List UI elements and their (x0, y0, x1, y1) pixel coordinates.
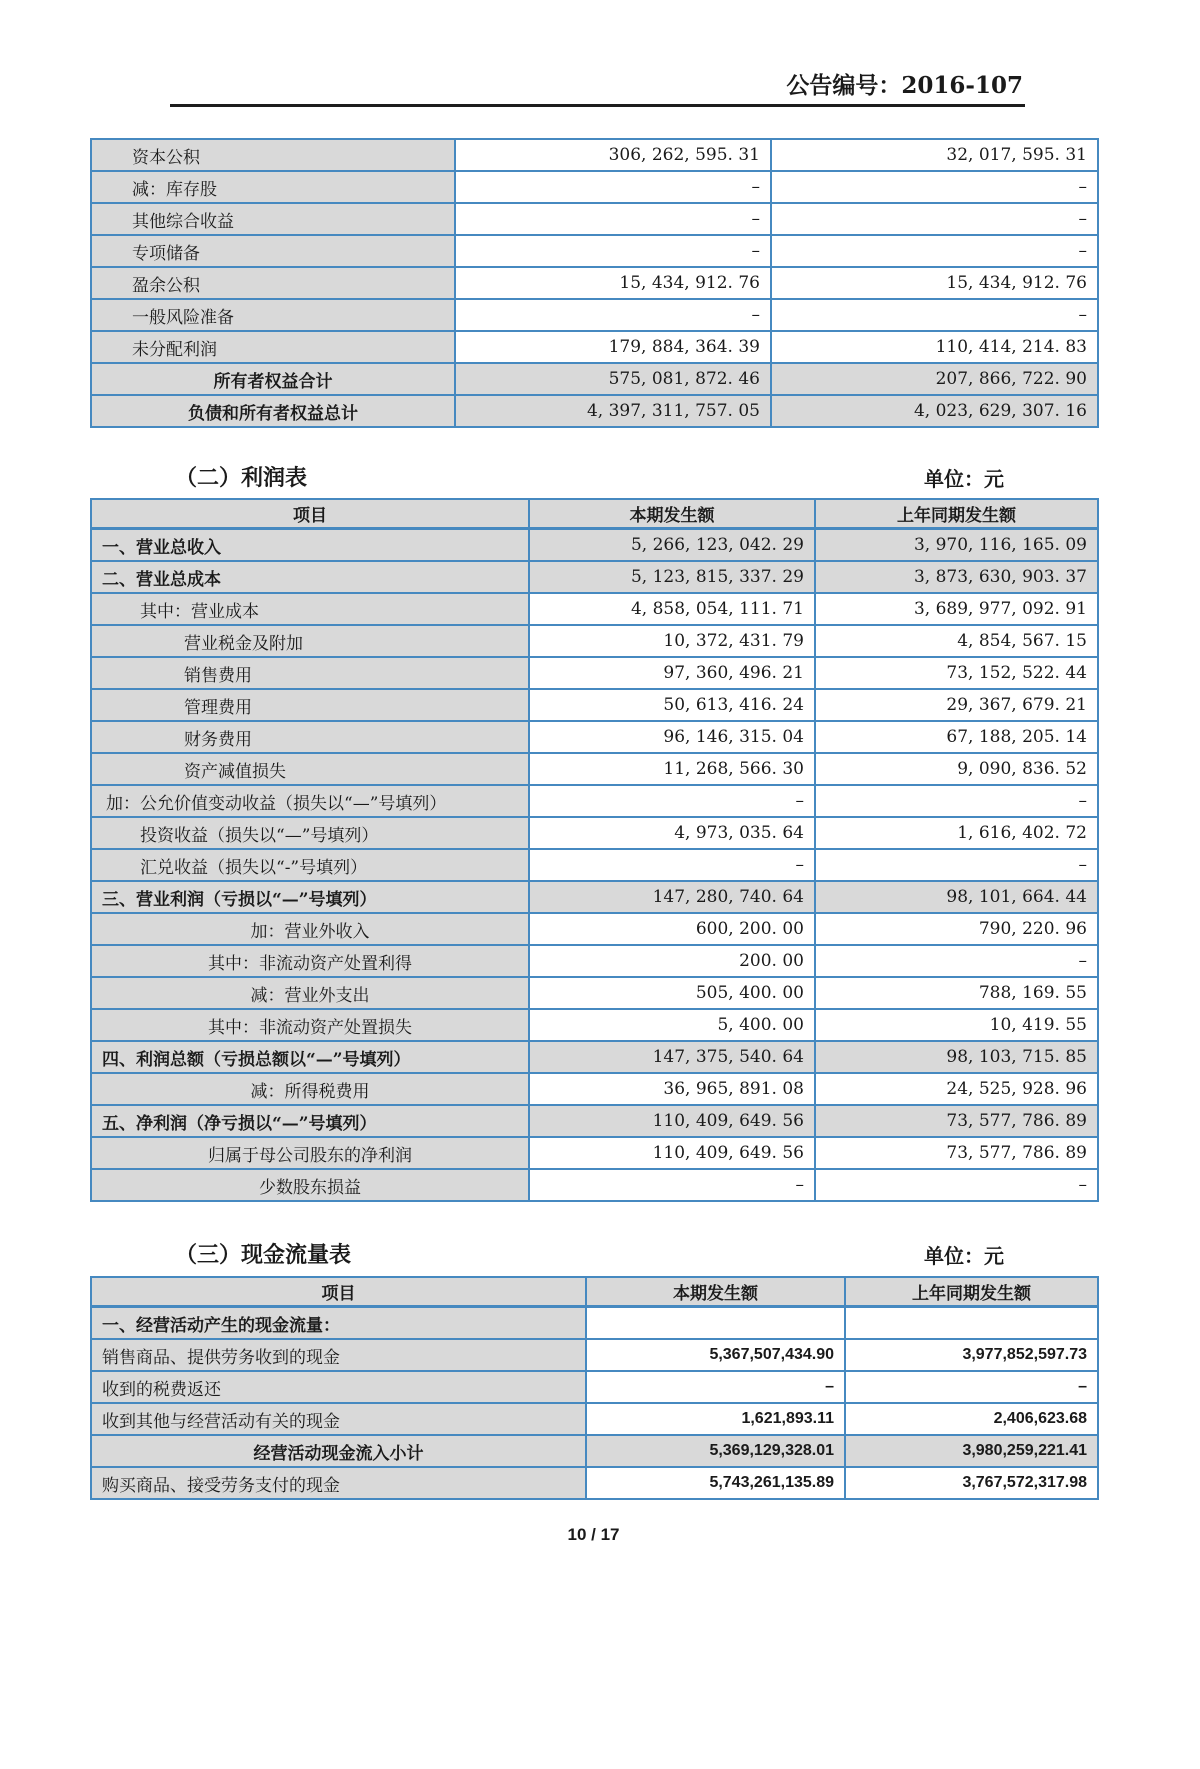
value-prior: – (815, 1169, 1098, 1201)
value-current: 179, 884, 364. 39 (455, 331, 771, 363)
value-current: 50, 613, 416. 24 (529, 689, 815, 721)
row-label: 少数股东损益 (91, 1169, 529, 1201)
row-label: 盈余公积 (91, 267, 455, 299)
table-row (91, 849, 1098, 881)
value-current: 147, 375, 540. 64 (529, 1041, 815, 1073)
value-current: 5, 400. 00 (529, 1009, 815, 1041)
cashflow-header-body (91, 1277, 1098, 1307)
value-prior: 73, 152, 522. 44 (815, 657, 1098, 689)
table-row (91, 1371, 1098, 1403)
value-prior: 29, 367, 679. 21 (815, 689, 1098, 721)
table-row (91, 363, 1098, 395)
row-label: 其中：非流动资产处置损失 (91, 1009, 529, 1041)
value-current: 36, 965, 891. 08 (529, 1073, 815, 1105)
table-row (91, 529, 1098, 562)
value-prior: 4, 854, 567. 15 (815, 625, 1098, 657)
table-row (91, 721, 1098, 753)
table-row (91, 267, 1098, 299)
table-row (91, 235, 1098, 267)
table-row (91, 1105, 1098, 1137)
value-prior: – (771, 203, 1098, 235)
value-prior: 1, 616, 402. 72 (815, 817, 1098, 849)
value-prior: 788, 169. 55 (815, 977, 1098, 1009)
row-label: 资产减值损失 (91, 753, 529, 785)
value-prior: 207, 866, 722. 90 (771, 363, 1098, 395)
row-label: 资本公积 (91, 139, 455, 171)
value-prior: – (815, 945, 1098, 977)
cashflow-header-row (91, 1277, 1098, 1307)
value-current: – (455, 171, 771, 203)
table-row (91, 331, 1098, 363)
value-current: 5,369,129,328.01 (586, 1435, 845, 1467)
table-row (91, 689, 1098, 721)
row-label: 财务费用 (91, 721, 529, 753)
page-number: 10 / 17 (567, 1525, 620, 1544)
row-label: 其中：非流动资产处置利得 (91, 945, 529, 977)
value-prior: 2,406,623.68 (845, 1403, 1098, 1435)
income-header-item: 项目 (91, 499, 529, 529)
page-content (90, 72, 1097, 1545)
row-label: 收到其他与经营活动有关的现金 (91, 1403, 586, 1435)
row-label: 加：公允价值变动收益（损失以“—”号填列） (91, 785, 529, 817)
row-label: 收到的税费返还 (91, 1371, 586, 1403)
row-label: 汇兑收益（损失以“-”号填列） (91, 849, 529, 881)
row-label: 三、营业利润（亏损以“—”号填列） (91, 881, 529, 913)
value-prior: 67, 188, 205. 14 (815, 721, 1098, 753)
value-prior: 3, 970, 116, 165. 09 (815, 529, 1098, 562)
value-current: 575, 081, 872. 46 (455, 363, 771, 395)
table-row (91, 817, 1098, 849)
table-row (91, 1073, 1098, 1105)
table-row (91, 139, 1098, 171)
row-label: 营业税金及附加 (91, 625, 529, 657)
row-label: 购买商品、接受劳务支付的现金 (91, 1467, 586, 1499)
value-current: – (455, 235, 771, 267)
row-label: 投资收益（损失以“—”号填列） (91, 817, 529, 849)
value-prior: 3, 873, 630, 903. 37 (815, 561, 1098, 593)
value-current: 4, 858, 054, 111. 71 (529, 593, 815, 625)
income-statement-body (91, 499, 1098, 529)
table-row (91, 977, 1098, 1009)
value-current: – (586, 1371, 845, 1403)
table-row (91, 1467, 1098, 1499)
value-prior: 3, 689, 977, 092. 91 (815, 593, 1098, 625)
value-current: 15, 434, 912. 76 (455, 267, 771, 299)
value-prior: 24, 525, 928. 96 (815, 1073, 1098, 1105)
value-prior: – (771, 299, 1098, 331)
value-prior: 32, 017, 595. 31 (771, 139, 1098, 171)
table-row (91, 945, 1098, 977)
value-prior: – (845, 1371, 1098, 1403)
value-current (586, 1307, 845, 1340)
value-prior (845, 1307, 1098, 1340)
value-current: 5, 266, 123, 042. 29 (529, 529, 815, 562)
row-label: 一般风险准备 (91, 299, 455, 331)
announcement-number: 公告编号：2016-107 (786, 72, 1023, 99)
value-prior: 15, 434, 912. 76 (771, 267, 1098, 299)
row-label: 未分配利润 (91, 331, 455, 363)
value-prior: 3,767,572,317.98 (845, 1467, 1098, 1499)
row-label: 一、经营活动产生的现金流量： (91, 1307, 586, 1340)
row-label: 减：所得税费用 (91, 1073, 529, 1105)
value-current: 10, 372, 431. 79 (529, 625, 815, 657)
value-current: 110, 409, 649. 56 (529, 1137, 815, 1169)
table-row (91, 657, 1098, 689)
value-prior: – (815, 849, 1098, 881)
cashflow-section-title: （三）现金流量表 (175, 1242, 352, 1268)
value-current: 96, 146, 315. 04 (529, 721, 815, 753)
value-current: – (455, 299, 771, 331)
value-current: 4, 397, 311, 757. 05 (455, 395, 771, 427)
value-current: – (529, 785, 815, 817)
income-rows-body (91, 529, 1098, 1202)
row-label: 专项储备 (91, 235, 455, 267)
cashflow-unit-label: 单位：元 (924, 1244, 1004, 1268)
table-row (91, 1307, 1098, 1340)
row-label: 负债和所有者权益总计 (91, 395, 455, 427)
value-prior: 110, 414, 214. 83 (771, 331, 1098, 363)
cashflow-title-row (90, 1238, 1097, 1269)
income-header-row (91, 499, 1098, 529)
cashflow-rows-body (91, 1307, 1098, 1500)
row-label: 五、净利润（净亏损以“—”号填列） (91, 1105, 529, 1137)
table-row (91, 625, 1098, 657)
table-row (91, 1137, 1098, 1169)
income-title-row (90, 461, 1097, 492)
value-current: 5,367,507,434.90 (586, 1339, 845, 1371)
table-row (91, 753, 1098, 785)
row-label: 销售费用 (91, 657, 529, 689)
value-prior: 98, 101, 664. 44 (815, 881, 1098, 913)
row-label: 四、利润总额（亏损总额以“—”号填列） (91, 1041, 529, 1073)
row-label: 其中：营业成本 (91, 593, 529, 625)
balance-sheet-tail-table (90, 138, 1099, 428)
value-prior: 73, 577, 786. 89 (815, 1137, 1098, 1169)
income-statement-table (90, 498, 1099, 1202)
value-prior: 98, 103, 715. 85 (815, 1041, 1098, 1073)
income-header-prior: 上年同期发生额 (815, 499, 1098, 529)
row-label: 一、营业总收入 (91, 529, 529, 562)
table-row (91, 881, 1098, 913)
row-label: 所有者权益合计 (91, 363, 455, 395)
value-prior: – (815, 785, 1098, 817)
value-current: 1,621,893.11 (586, 1403, 845, 1435)
value-current: 200. 00 (529, 945, 815, 977)
table-row (91, 593, 1098, 625)
value-current: – (455, 203, 771, 235)
balance-sheet-tail-body (91, 139, 1098, 427)
table-row (91, 1009, 1098, 1041)
value-prior: 790, 220. 96 (815, 913, 1098, 945)
value-current: 4, 973, 035. 64 (529, 817, 815, 849)
row-label: 加：营业外收入 (91, 913, 529, 945)
income-section-title: （二）利润表 (175, 465, 308, 491)
header-rule (170, 104, 1025, 107)
cashflow-header-item: 项目 (91, 1277, 586, 1307)
row-label: 归属于母公司股东的净利润 (91, 1137, 529, 1169)
table-row (91, 1403, 1098, 1435)
row-label: 经营活动现金流入小计 (91, 1435, 586, 1467)
income-unit-label: 单位：元 (924, 467, 1004, 491)
table-row (91, 395, 1098, 427)
value-prior: 9, 090, 836. 52 (815, 753, 1098, 785)
table-row (91, 1041, 1098, 1073)
income-header-current: 本期发生额 (529, 499, 815, 529)
value-current: 505, 400. 00 (529, 977, 815, 1009)
cashflow-table (90, 1276, 1099, 1500)
table-row (91, 913, 1098, 945)
row-label: 管理费用 (91, 689, 529, 721)
value-current: 306, 262, 595. 31 (455, 139, 771, 171)
row-label: 减：营业外支出 (91, 977, 529, 1009)
row-label: 其他综合收益 (91, 203, 455, 235)
value-prior: 3,977,852,597.73 (845, 1339, 1098, 1371)
cashflow-header-prior: 上年同期发生额 (845, 1277, 1098, 1307)
row-label: 销售商品、提供劳务收到的现金 (91, 1339, 586, 1371)
table-row (91, 1435, 1098, 1467)
value-current: 147, 280, 740. 64 (529, 881, 815, 913)
value-prior: 3,980,259,221.41 (845, 1435, 1098, 1467)
table-row (91, 299, 1098, 331)
value-current: 600, 200. 00 (529, 913, 815, 945)
value-current: 110, 409, 649. 56 (529, 1105, 815, 1137)
row-label: 二、营业总成本 (91, 561, 529, 593)
table-row (91, 785, 1098, 817)
table-row (91, 1339, 1098, 1371)
value-prior: – (771, 235, 1098, 267)
value-current: 97, 360, 496. 21 (529, 657, 815, 689)
value-current: 5, 123, 815, 337. 29 (529, 561, 815, 593)
value-current: – (529, 1169, 815, 1201)
value-current: 11, 268, 566. 30 (529, 753, 815, 785)
value-prior: 10, 419. 55 (815, 1009, 1098, 1041)
value-current: 5,743,261,135.89 (586, 1467, 845, 1499)
table-row (91, 561, 1098, 593)
value-prior: 4, 023, 629, 307. 16 (771, 395, 1098, 427)
cashflow-header-current: 本期发生额 (586, 1277, 845, 1307)
value-prior: 73, 577, 786. 89 (815, 1105, 1098, 1137)
row-label: 减：库存股 (91, 171, 455, 203)
value-prior: – (771, 171, 1098, 203)
value-current: – (529, 849, 815, 881)
table-row (91, 1169, 1098, 1201)
table-row (91, 203, 1098, 235)
table-row (91, 171, 1098, 203)
